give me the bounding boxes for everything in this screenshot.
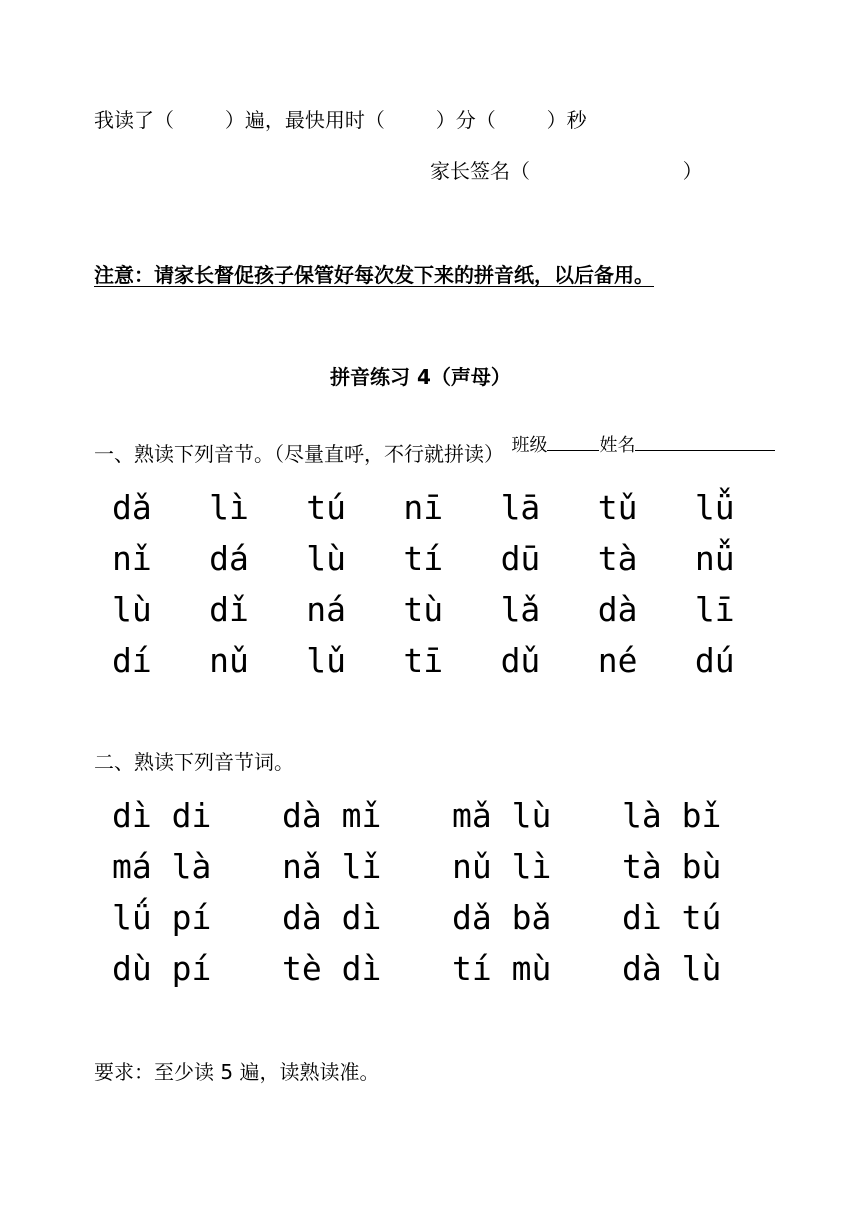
word-row [112, 892, 792, 943]
syllable: né [597, 641, 638, 680]
syllable: ná [306, 590, 347, 629]
syllable-word: dì tú [622, 898, 722, 937]
syllable-word: tà bù [622, 847, 722, 886]
syllable-word: dù pí [112, 949, 212, 988]
syllable-word: má là [112, 847, 212, 886]
syllable: lǚ [694, 488, 735, 527]
parent-notice: 注意：请家长督促孩子保管好每次发下来的拼音纸，以后备用。 [94, 263, 654, 287]
word-grid [112, 790, 792, 994]
syllable: dǔ [500, 641, 541, 680]
syllable: dú [694, 641, 735, 680]
section2-heading: 二、熟读下列音节词。 [94, 750, 294, 774]
syllable: lù [306, 539, 347, 578]
syllable: nǚ [694, 539, 735, 578]
syllable-row [112, 533, 792, 584]
class-blank [547, 430, 599, 451]
syllable: tù [403, 590, 444, 629]
syllable: dá [209, 539, 249, 578]
syllable: lī [694, 590, 735, 629]
syllable-word: nǎ lǐ [282, 847, 382, 886]
worksheet-title: 拼音练习 4（声母） [330, 365, 511, 389]
syllable-word: dǎ bǎ [452, 898, 552, 937]
syllable: lǔ [306, 641, 347, 680]
syllable-row [112, 635, 792, 686]
word-row [112, 841, 792, 892]
word-row [112, 943, 792, 994]
syllable-word: tè dì [282, 949, 382, 988]
syllable: dà [597, 590, 638, 629]
syllable: nī [403, 488, 444, 527]
syllable-word: dà dì [282, 898, 382, 937]
syllable-word: mǎ lù [452, 796, 552, 835]
syllable: lā [500, 488, 541, 527]
syllable-word: dì di [112, 796, 212, 835]
class-label: 班级 [511, 435, 548, 456]
syllable: tú [306, 488, 347, 527]
syllable: lù [112, 590, 152, 629]
syllable: tī [403, 641, 444, 680]
syllable: lì [209, 488, 249, 527]
syllable: nǔ [209, 641, 249, 680]
syllable: tǔ [597, 488, 638, 527]
syllable-word: là bǐ [622, 796, 722, 835]
section1-heading: 一、熟读下列音节。（尽量直呼，不行就拼读） [94, 442, 504, 466]
syllable-word: lǘ pí [112, 898, 212, 937]
syllable: dǐ [209, 590, 249, 629]
class-name-line [500, 404, 775, 459]
parent-signature-line: 家长签名（ ） [430, 159, 703, 183]
syllable-row [112, 482, 792, 533]
syllable-word: nǔ lì [452, 847, 552, 886]
syllable: tí [403, 539, 444, 578]
syllable-word: dà mǐ [282, 796, 382, 835]
syllable: lǎ [500, 590, 541, 629]
syllable: dǎ [112, 488, 152, 527]
syllable: nǐ [112, 539, 152, 578]
syllable: tà [597, 539, 638, 578]
word-row [112, 790, 792, 841]
syllable: dū [500, 539, 541, 578]
syllable: dí [112, 641, 152, 680]
name-label: 姓名 [599, 435, 636, 456]
syllable-grid [112, 482, 792, 686]
syllable-row [112, 584, 792, 635]
reading-record-line: 我读了（ ）遍，最快用时（ ）分（ ）秒 [94, 108, 587, 132]
syllable-word: tí mù [452, 949, 552, 988]
name-blank [635, 430, 775, 451]
reading-requirement: 要求：至少读 5 遍，读熟读准。 [94, 1060, 380, 1084]
syllable-word: dà lù [622, 949, 722, 988]
